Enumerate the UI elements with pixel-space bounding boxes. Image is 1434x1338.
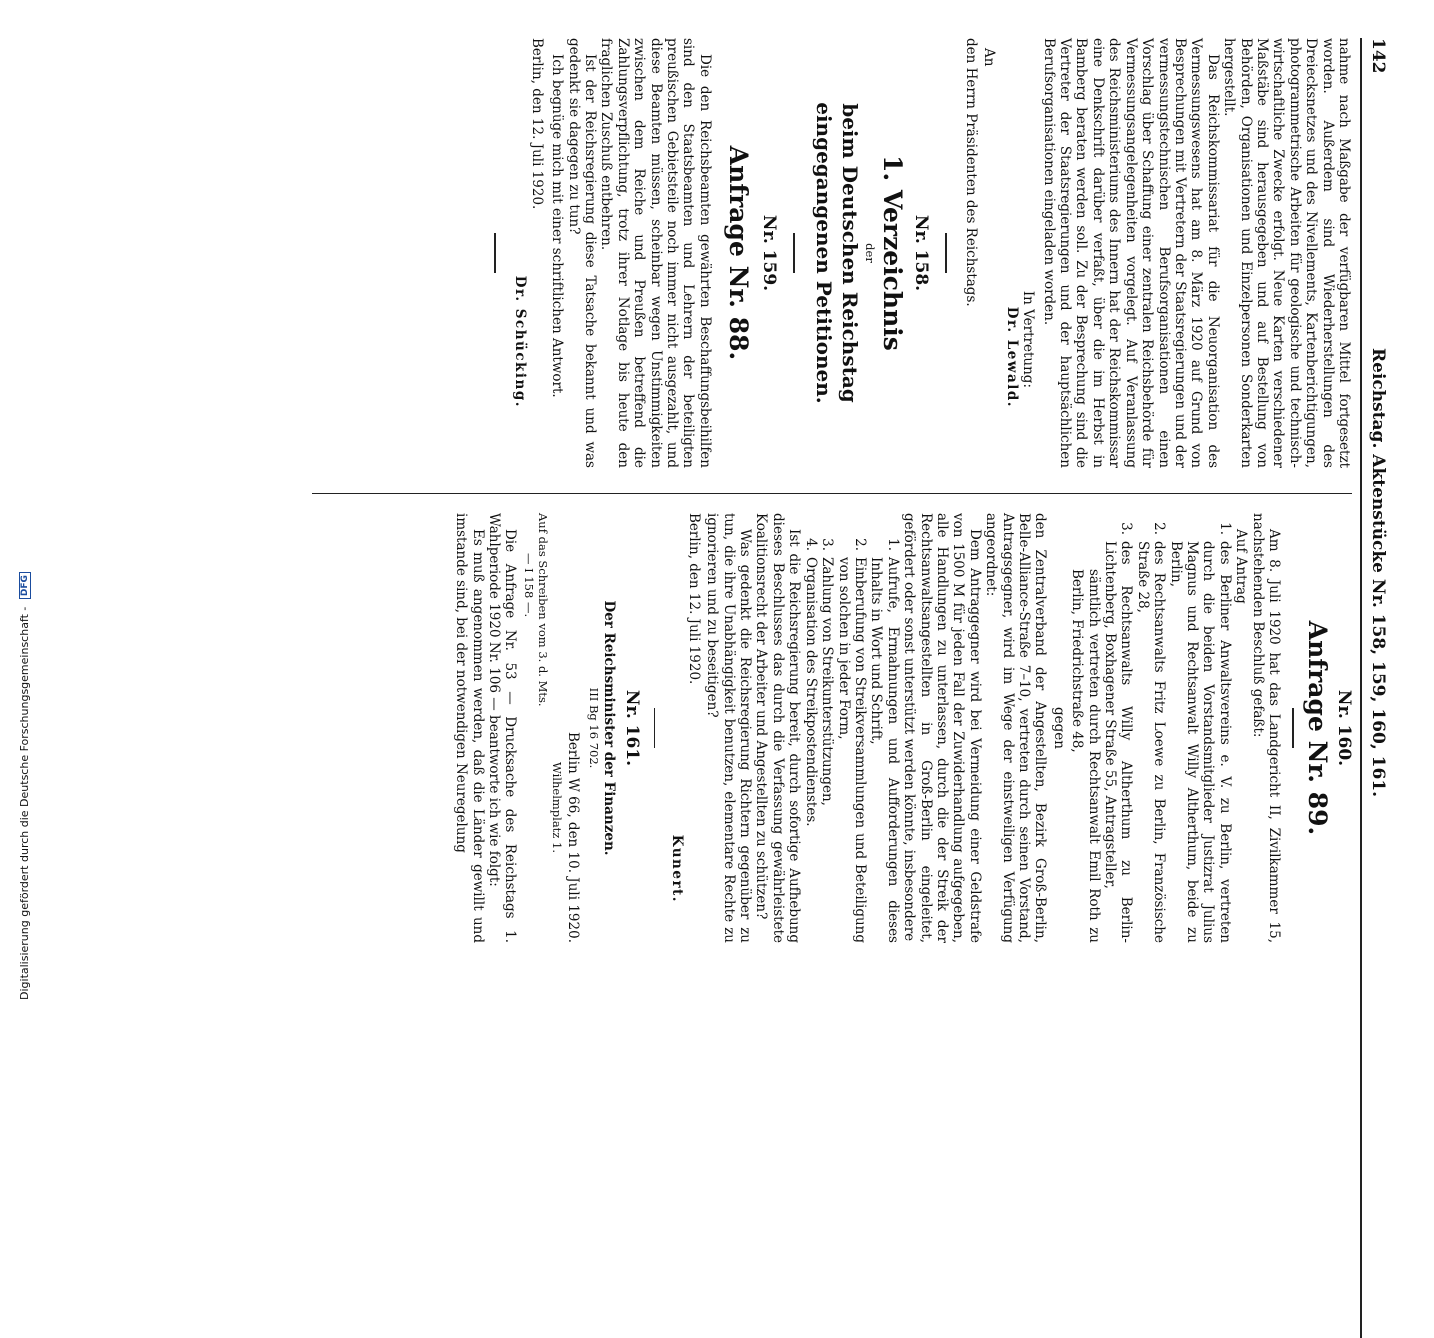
measure-number: 1. <box>884 538 901 551</box>
credit-text: Digitalisierung gefördert durch die Deutsche Forschungsgemeinschaft - <box>18 606 31 1000</box>
address-line: Wilhelmplatz 1. <box>550 762 565 853</box>
verzeichnis-title: 1. Verzeichnis <box>877 155 907 351</box>
signature-name: Dr. Lewald. <box>1003 306 1020 408</box>
party-text: des Berliner Anwaltsvereins e. V. zu Berlin, vertreten durch die beiden Vorstandsmitglieder Justizrat Julius Magnus und Rechtsanwalt Willy Altherthum, beide zu Berlin, <box>1167 541 1233 943</box>
separator <box>654 708 656 748</box>
measure-item <box>835 513 868 943</box>
separator <box>494 233 496 273</box>
column-divider <box>312 493 1352 494</box>
address-recipient: den Herrn Präsidenten des Reichstags. <box>963 38 980 307</box>
vertreten-text: sämtlich vertreten durch Rechtsanwalt Emil Roth zu Berlin, Friedrichstraße 48, <box>1069 569 1102 943</box>
intro-text: nahme nach Maßgabe der verfügbaren Mittel fortgesetzt worden. Außerdem sind Wiederherstellungen des Dreiecksnetzes und des Nivellements, Kartenberichtigungen, photogrammetrische Arbeiten für geologische und technisch-wirtschaftliche Zwecke erfolgt. Neue Karten verschiedener Maßstäbe sind herausgegeben und auf Bestellung von Behörden, Organisationen und Einzelpersonen Sonderkarten hergestellt. <box>1221 38 1352 468</box>
party-item <box>1167 513 1233 943</box>
date-line: Berlin W 66, den 10. Juli 1920. <box>564 732 581 943</box>
aktenzeichen: III Bg 16 702. <box>586 687 601 769</box>
header-rule <box>1361 38 1363 1338</box>
antragsgegner-text: den Zentralverband der Angestellten, Bezirk Groß-Berlin, Belle-Alliance-Straße 7–10, vertreten durch seinen Vorstand, Antragsgegner, wird im Wege der einstweiligen Verfügung angeordnet: <box>983 513 1049 943</box>
gegen: gegen <box>1050 707 1067 749</box>
measure-text: Organisation des Streikpostendienstes. <box>802 557 819 827</box>
verzeichnis-der: der <box>862 243 877 263</box>
separator <box>793 233 795 273</box>
reference-number: — I 158 —. <box>522 553 537 618</box>
anfrage-89-title: Anfrage Nr. 89. <box>1302 620 1332 836</box>
verfuegung-text: Dem Antraggegner wird bei Vermeidung einer Geldstrafe von 1500 M für jeden Fall der Zuwiderhandlung aufgegeben, alle Handlungen zu unterlassen, durch die der Streik der Rechtsanwaltsangestellten in Groß-Berlin eingeleitet, gefördert oder sonst unterstützt werden könnte, insbesondere <box>901 513 983 943</box>
nr-161: Nr. 161. <box>621 689 642 767</box>
nr-158: Nr. 158. <box>911 214 932 292</box>
beschluss-intro: Am 8. Juli 1920 hat das Landgericht II, Zivilkammer 15, nachstehenden Beschluß gefaßt: <box>1249 513 1283 943</box>
measure-item <box>868 513 901 943</box>
party-number: 2. <box>1151 522 1168 535</box>
anfrage-88-title: Anfrage Nr. 88. <box>723 145 753 361</box>
measure-text: Zahlung von Streikunterstützungen, <box>819 557 836 806</box>
question-2: Was gedenkt die Reichsregierung Richtern gegenüber zu tun, die ihre Unabhängigkeit benutzen, elementare Rechte zu ignorieren und zu beseitigen? <box>704 513 754 943</box>
answer-text: Es muß angenommen werden, daß die Länder gewillt und imstande sind, bei der notwendigen Neuregelung <box>453 513 486 943</box>
separator <box>1292 708 1294 748</box>
auf-antrag: Auf Antrag <box>1233 529 1250 604</box>
reference-line: Auf das Schreiben vom 3. d. Mts. <box>536 513 551 707</box>
question-1: Ist die Reichsregierung bereit, durch sofortige Aufhebung dieses Beschlusses das durch die Verfassung gewährleistete Koalitionsrecht der Arbeiter und Angestellten zu schützen? <box>753 513 803 943</box>
dfg-logo: DFG <box>19 572 31 599</box>
anfrage-88-question: Ist der Reichsregierung diese Tatsache bekannt und was gedenkt sie dagegen zu tun? <box>565 38 598 468</box>
measure-number: 4. <box>802 538 819 551</box>
right-column <box>453 513 1352 943</box>
measure-number: 2. <box>851 538 868 551</box>
nr-160: Nr. 160. <box>1334 689 1354 767</box>
page-number: 142 <box>1368 38 1388 74</box>
party-number: 1. <box>1216 522 1233 535</box>
anfrage-89-signer: Kunert. <box>669 834 686 903</box>
measure-item <box>819 513 835 943</box>
digitization-credit <box>18 572 31 1000</box>
anfrage-88-signer: Dr. Schücking. <box>512 275 529 408</box>
measure-text: Aufrufe, Ermahnungen und Aufforderungen dieses Inhalts in Wort und Schrift, <box>868 557 901 943</box>
measure-item <box>802 513 818 943</box>
anfrage-88-place: Berlin, den 12. Juli 1920. <box>528 38 545 210</box>
address-an: An <box>981 48 998 67</box>
paragraph-vermessung: Das Reichskommissariat für die Neuorganisation des Vermessungswesens hat am 8. März 1920 auf Grund von Besprechungen mit Vertretern der Staatsregierungen und der vermessungstechnischen Berufsorganisationen einen Vorschlag über Schaffung einer zentralen Reichsbehörde für Vermessungsangelegenheiten vorgelegt. Auf Veranlassung des Reichsministeriums des Innern hat der Reichskommissar eine Denkschrift darüber verfaßt, über die im Herbst in Bamberg beraten werden soll. Zu der Besprechung sind die Vertreter der Staatsregierungen und der hauptsächlichen Berufsorganisationen eingeladen worden. <box>1040 38 1221 468</box>
party-item <box>1102 513 1135 943</box>
answer-intro: Die Anfrage Nr. 53 — Drucksache des Reichstags 1. Wahlperiode 1920 Nr. 106 — beantworte ich wie folgt: <box>485 513 519 943</box>
party-text: des Rechtsanwalts Willy Altherthum zu Berlin-Lichtenberg, Boxhagener Straße 55, Antragsteller, <box>1102 541 1135 943</box>
measure-number: 3. <box>819 538 836 551</box>
party-text: des Rechtsanwalts Fritz Loewe zu Berlin, Französische Straße 28, <box>1134 541 1168 943</box>
measure-text: Einberufung von Streikversammlungen und Beteiligung von solchen in jeder Form, <box>835 557 868 943</box>
left-column <box>478 38 1352 468</box>
party-item <box>1134 513 1167 943</box>
nr-159: Nr. 159. <box>759 214 780 292</box>
running-title: Reichstag. Aktenstücke Nr. 158, 159, 160, 161. <box>1368 348 1388 798</box>
separator <box>945 233 947 273</box>
anfrage-88-note: Ich begnüge mich mit einer schriftlichen Antwort. <box>549 54 566 398</box>
party-number: 3. <box>1118 522 1135 535</box>
verzeichnis-subtitle: beim Deutschen Reichstag eingegangenen Petitionen. <box>811 102 862 404</box>
signature-prefix: In Vertretung: <box>1020 290 1037 388</box>
minister-title: Der Reichsminister der Finanzen. <box>601 600 618 856</box>
rotated-document-page <box>92 38 1392 958</box>
anfrage-89-place: Berlin, den 12. Juli 1920. <box>685 513 702 685</box>
anfrage-88-text: Die den Reichsbeamten gewährten Beschaffungsbeihilfen sind den Staatsbeamten und Lehrern der beteiligten preußischen Gebietsteile noch immer nicht ausgezahlt, und diese Beamten müssen, scheinbar wegen Unstimmigkeiten zwischen dem Reiche und Preußen betreffend die Zahlungsverpflichtung, trotz ihrer Notlage bis heute den fraglichen Zuschuß entbehren. <box>598 38 713 468</box>
